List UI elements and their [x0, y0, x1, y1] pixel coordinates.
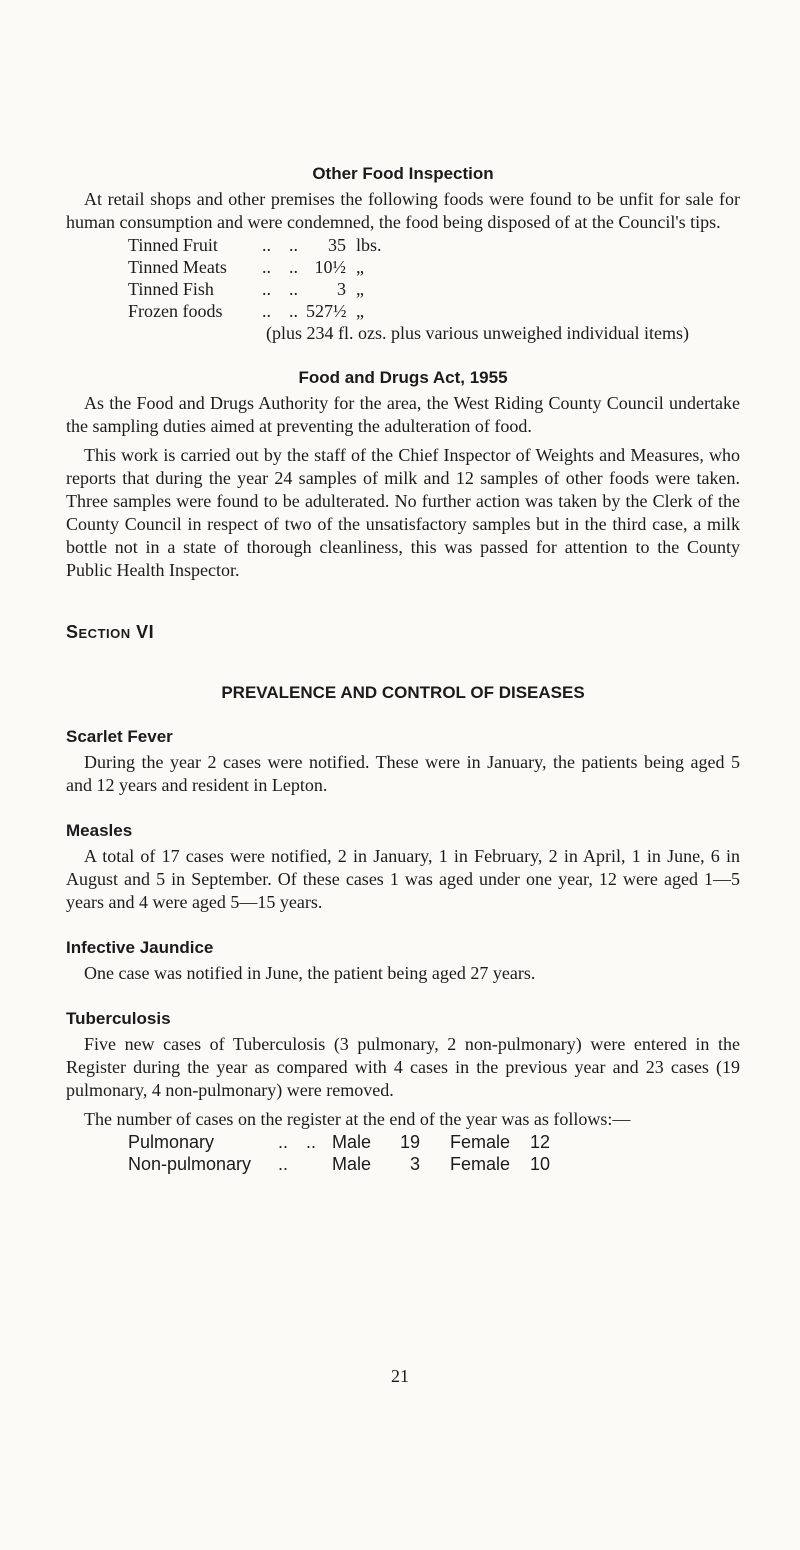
leader-dots: .. ..: [262, 301, 298, 321]
food-label: Tinned Fruit: [128, 235, 218, 255]
scarlet-fever-text: During the year 2 cases were notified. These were in January, the patients being aged 5 and 12 years and resident in Lepton.: [66, 752, 740, 795]
tb-type: Non-pulmonary: [128, 1154, 252, 1174]
page-content: [66, 164, 740, 1175]
page-number: 21: [391, 1366, 409, 1386]
leader-dots: .. ..: [262, 279, 298, 299]
tb-row: [128, 1131, 740, 1153]
food-weight: 35: [328, 235, 346, 255]
leader-dots: .. ..: [278, 1132, 317, 1152]
measles-text: A total of 17 cases were notified, 2 in January, 1 in February, 2 in April, 1 in June, 6 in August and 5 in September. Of these cases 1 was aged under one year, 12 were aged 1—5 years and 4 were aged 5—15 years.: [66, 846, 740, 912]
food-weight: 10½: [314, 257, 346, 277]
tuberculosis-para2: The number of cases on the register at the end of the year was as follows:—: [84, 1109, 631, 1129]
food-row: [128, 234, 740, 256]
food-unit: lbs.: [356, 235, 382, 255]
leader-dots: .. ..: [262, 257, 298, 277]
condemned-food-table: [128, 234, 740, 322]
male-label: Male: [332, 1154, 372, 1174]
food-unit: „: [356, 279, 364, 299]
condemned-note: (plus 234 fl. ozs. plus various unweighed individual items): [266, 323, 689, 343]
food-drugs-heading: Food and Drugs Act, 1955: [298, 368, 508, 387]
tb-type: Pulmonary: [128, 1132, 215, 1152]
food-weight: 527½: [306, 301, 347, 321]
tuberculosis-heading: Tuberculosis: [66, 1009, 171, 1028]
section-title: PREVALENCE AND CONTROL OF DISEASES: [221, 683, 585, 702]
leader-dots: .. ..: [262, 235, 298, 255]
female-count: 10: [529, 1154, 550, 1174]
food-label: Tinned Meats: [128, 257, 227, 277]
female-label: Female: [449, 1154, 510, 1174]
food-weight: 3: [337, 279, 346, 299]
food-unit: „: [356, 257, 364, 277]
female-label: Female: [449, 1132, 510, 1152]
food-unit: „: [356, 301, 364, 321]
other-food-intro: At retail shops and other premises the following foods were found to be unfit for sale for human consumption and were condemned, the food being disposed of at the Council's tips.: [66, 189, 740, 232]
tb-register-table: [128, 1131, 740, 1175]
male-count: 3: [409, 1154, 420, 1174]
food-drugs-para2: This work is carried out by the staff of the Chief Inspector of Weights and Measures, who reports that during the year 24 samples of milk and 12 samples of other foods were taken. Three samples were found to be adulterated. No further action was taken by the Clerk of the County Council in respect of two of the unsatisfactory samples but in the third case, a milk bottle not in a state of thorough cleanliness, this was passed for attention to the County Public Health Inspector.: [66, 445, 740, 580]
tb-row: [128, 1153, 740, 1175]
male-label: Male: [332, 1132, 372, 1152]
male-count: 19: [399, 1132, 420, 1152]
tuberculosis-para1: Five new cases of Tuberculosis (3 pulmonary, 2 non-pulmonary) were entered in the Register during the year as compared with 4 cases in the previous year and 23 cases (19 pulmonary, 4 non-pulmonary) were removed.: [66, 1034, 740, 1100]
jaundice-heading: Infective Jaundice: [66, 938, 214, 957]
other-food-heading: Other Food Inspection: [312, 164, 494, 183]
measles-heading: Measles: [66, 821, 133, 840]
section-label: Section VI: [66, 622, 155, 642]
jaundice-text: One case was notified in June, the patient being aged 27 years.: [84, 963, 536, 983]
scarlet-fever-heading: Scarlet Fever: [66, 727, 173, 746]
leader-dots: ..: [278, 1154, 289, 1174]
food-drugs-para1: As the Food and Drugs Authority for the area, the West Riding County Council undertake the sampling duties aimed at preventing the adulteration of food.: [66, 393, 740, 436]
food-label: Frozen foods: [128, 301, 223, 321]
female-count: 12: [529, 1132, 550, 1152]
food-row: [128, 300, 740, 322]
food-label: Tinned Fish: [128, 279, 214, 299]
food-row: [128, 278, 740, 300]
food-row: [128, 256, 740, 278]
